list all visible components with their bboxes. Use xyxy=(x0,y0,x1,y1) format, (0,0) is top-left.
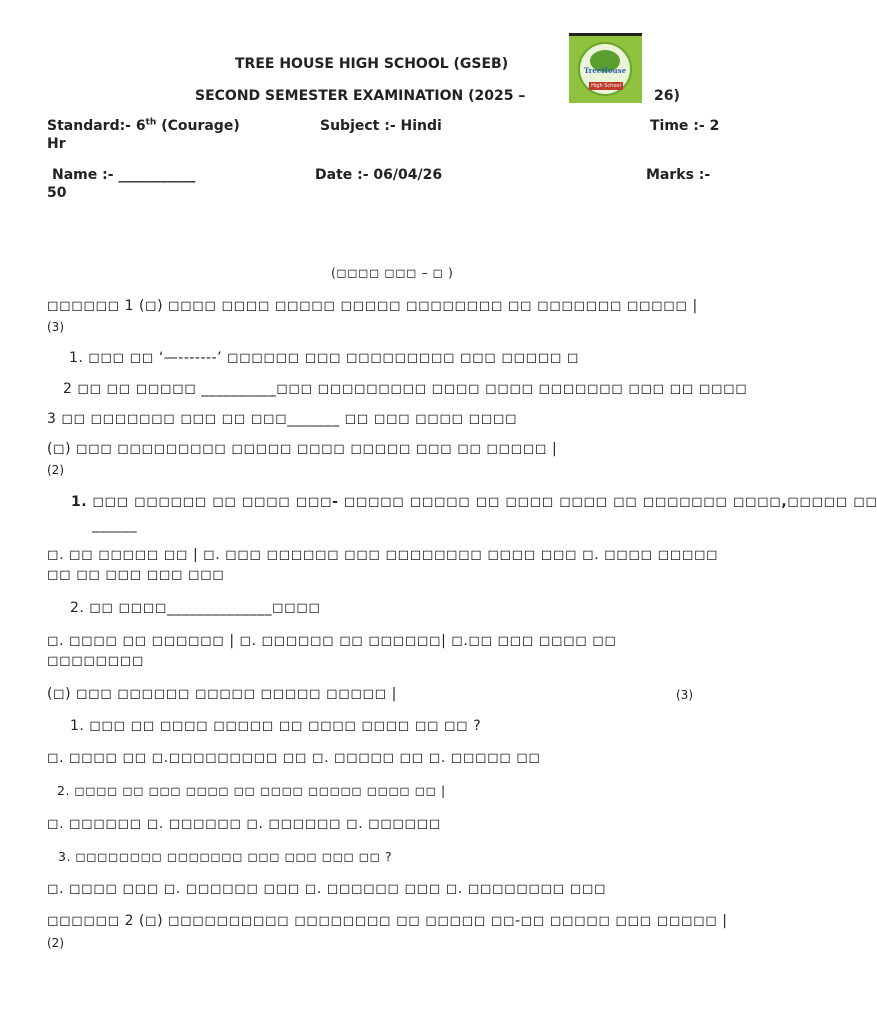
question-1a-item-3: 3 ◻◻ ◻◻◻◻◻◻◻ ◻◻◻ ◻◻ ◻◻◻_______ ◻◻ ◻◻◻ ◻◻◻◻ ◻◻◻◻ xyxy=(47,411,518,427)
options-1c-1: ◻. ◻◻◻◻ ◻◻ ◻.◻◻◻◻◻◻◻◻◻ ◻◻ ◻. ◻◻◻◻◻ ◻◻ ◻. ◻◻◻◻◻ ◻◻ xyxy=(47,750,541,766)
options-1c-2: ◻. ◻◻◻◻◻◻ ◻. ◻◻◻◻◻◻ ◻. ◻◻◻◻◻◻ ◻. ◻◻◻◻◻◻ xyxy=(47,816,441,832)
options-1b-2-cont: ◻◻◻◻◻◻◻◻ xyxy=(47,653,144,669)
school-name: TREE HOUSE HIGH SCHOOL (GSEB) xyxy=(235,56,509,72)
name-field: Name :- ___________ xyxy=(52,167,196,183)
standard-label: Standard:- 6th (Courage) xyxy=(47,117,240,134)
school-logo xyxy=(569,33,642,103)
question-1c: (◻) ◻◻◻ ◻◻◻◻◻◻ ◻◻◻◻◻ ◻◻◻◻◻ ◻◻◻◻◻ | xyxy=(47,686,397,702)
marks-q2a: (2) xyxy=(47,936,64,950)
marks-q1a: (3) xyxy=(47,320,64,334)
question-1b-item-1: 1. ◻◻◻ ◻◻◻◻◻◻ ◻◻ ◻◻◻◻ ◻◻◻- ◻◻◻◻◻ ◻◻◻◻◻ ◻◻ ◻◻◻◻ ◻◻◻◻ ◻◻ ◻◻◻◻◻◻◻ ◻◻◻◻,◻◻◻◻◻ ◻◻ xyxy=(71,494,877,510)
question-1c-item-2: 2. ◻◻◻◻ ◻◻ ◻◻◻ ◻◻◻◻ ◻◻ ◻◻◻◻ ◻◻◻◻◻ ◻◻◻◻ ◻◻ | xyxy=(57,783,446,798)
question-1b-item-1-blank: ______ xyxy=(92,517,137,533)
question-1b: (◻) ◻◻◻ ◻◻◻◻◻◻◻◻◻ ◻◻◻◻◻ ◻◻◻◻ ◻◻◻◻◻ ◻◻◻ ◻◻ ◻◻◻◻◻ | xyxy=(47,441,558,457)
marks-q1c: (3) xyxy=(676,688,693,702)
time-label: Time :- 2 xyxy=(650,118,720,134)
options-1b-1: ◻. ◻◻ ◻◻◻◻◻ ◻◻ | ◻. ◻◻◻ ◻◻◻◻◻◻ ◻◻◻ ◻◻◻◻◻◻◻◻ ◻◻◻◻ ◻◻◻ ◻. ◻◻◻◻ ◻◻◻◻◻ xyxy=(47,547,719,563)
question-2a: ◻◻◻◻◻◻ 2 (◻) ◻◻◻◻◻◻◻◻◻◻ ◻◻◻◻◻◻◻◻ ◻◻ ◻◻◻◻◻ ◻◻-◻◻ ◻◻◻◻◻ ◻◻◻ ◻◻◻◻◻ | xyxy=(47,913,728,929)
question-1a: ◻◻◻◻◻◻ 1 (◻) ◻◻◻◻ ◻◻◻◻ ◻◻◻◻◻ ◻◻◻◻◻ ◻◻◻◻◻◻◻◻ ◻◻ ◻◻◻◻◻◻◻ ◻◻◻◻◻ | xyxy=(47,298,698,314)
section-title: (◻◻◻◻ ◻◻◻ – ◻ ) xyxy=(331,265,454,280)
subject-label: Subject :- Hindi xyxy=(320,118,442,134)
exam-title-end: 26) xyxy=(654,88,680,104)
marks-q1b: (2) xyxy=(47,463,64,477)
options-1b-2: ◻. ◻◻◻◻ ◻◻ ◻◻◻◻◻◻ | ◻. ◻◻◻◻◻◻ ◻◻ ◻◻◻◻◻◻| ◻.◻◻ ◻◻◻ ◻◻◻◻ ◻◻ xyxy=(47,633,617,649)
question-1a-item-2: 2 ◻◻ ◻◻ ◻◻◻◻◻ __________◻◻◻ ◻◻◻◻◻◻◻◻◻ ◻◻◻◻ ◻◻◻◻ ◻◻◻◻◻◻◻ ◻◻◻ ◻◻ ◻◻◻◻ xyxy=(63,381,748,397)
marks-label-cont: 50 xyxy=(47,185,67,201)
options-1b-1-cont: ◻◻ ◻◻ ◻◻◻ ◻◻◻ ◻◻◻ xyxy=(47,567,225,583)
options-1c-3: ◻. ◻◻◻◻ ◻◻◻ ◻. ◻◻◻◻◻◻ ◻◻◻ ◻. ◻◻◻◻◻◻ ◻◻◻ ◻. ◻◻◻◻◻◻◻◻ ◻◻◻ xyxy=(47,881,607,897)
question-1a-item-1: 1. ◻◻◻ ◻◻ ‘—-------’ ◻◻◻◻◻◻ ◻◻◻ ◻◻◻◻◻◻◻◻◻ ◻◻◻ ◻◻◻◻◻ ◻ xyxy=(69,350,580,366)
question-1b-item-2: 2. ◻◻ ◻◻◻◻______________◻◻◻◻ xyxy=(70,600,321,616)
question-1c-item-3: 3. ◻◻◻◻◻◻◻◻ ◻◻◻◻◻◻◻ ◻◻◻ ◻◻◻ ◻◻◻ ◻◻ ? xyxy=(58,849,393,864)
marks-label: Marks :- xyxy=(646,167,711,183)
logo-banner: High School xyxy=(589,82,623,90)
time-label-cont: Hr xyxy=(47,136,66,152)
question-1c-item-1: 1. ◻◻◻ ◻◻ ◻◻◻◻ ◻◻◻◻◻ ◻◻ ◻◻◻◻ ◻◻◻◻ ◻◻ ◻◻ ? xyxy=(70,718,482,734)
logo-emblem xyxy=(578,42,632,96)
date-label: Date :- 06/04/26 xyxy=(315,167,443,183)
exam-title: SECOND SEMESTER EXAMINATION (2025 – xyxy=(195,88,526,104)
logo-name: TreeHouse xyxy=(583,66,627,75)
